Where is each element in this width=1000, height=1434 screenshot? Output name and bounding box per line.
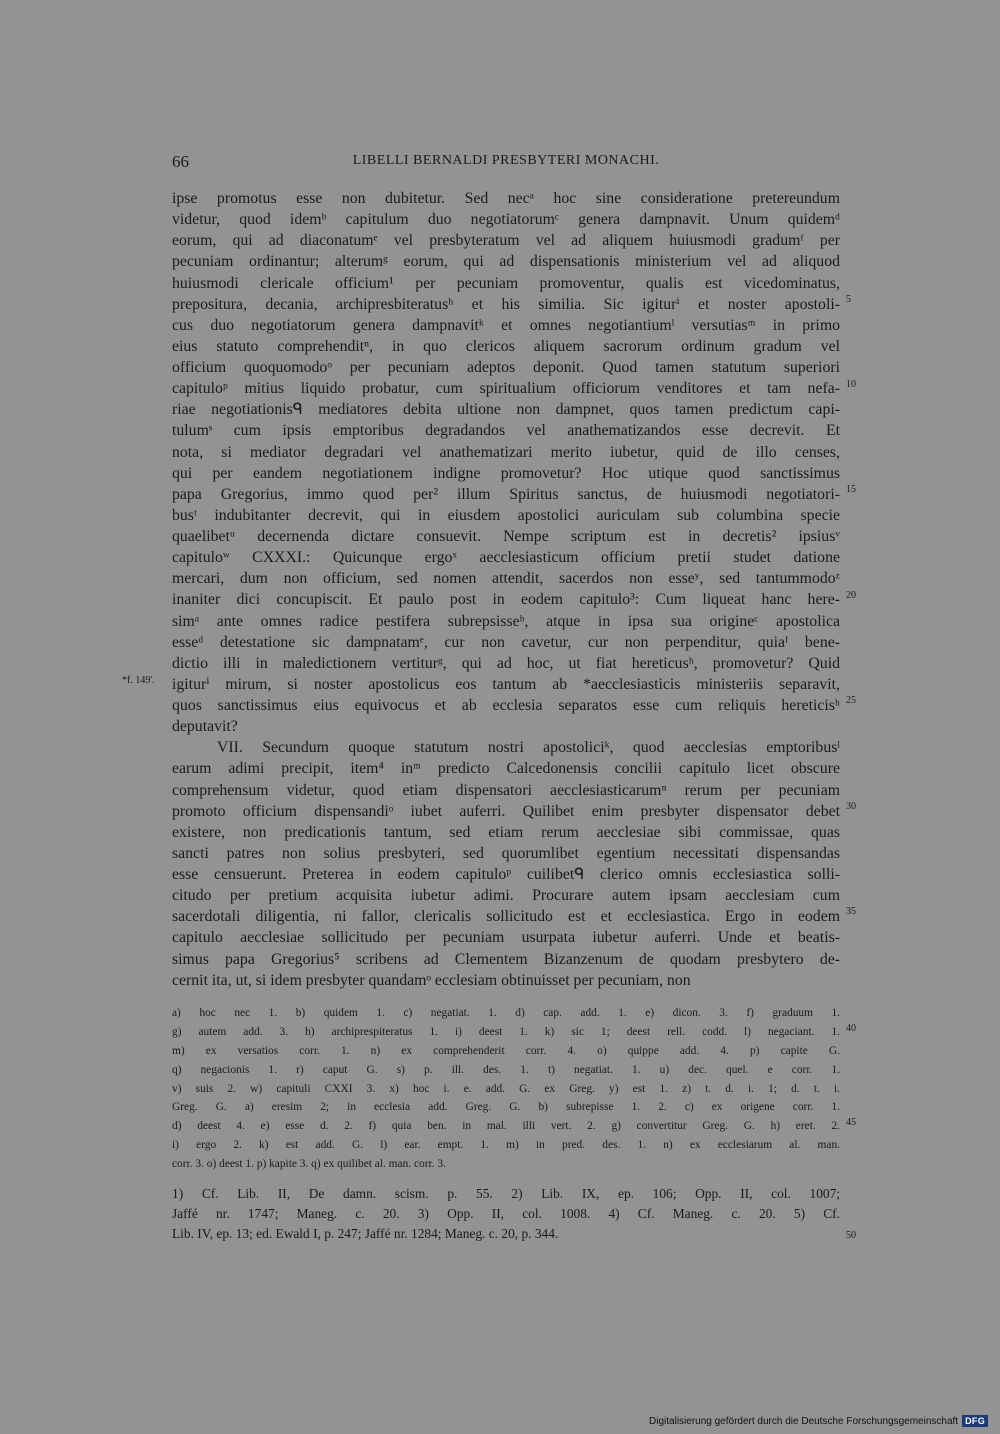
- text-line: sancti patres non solius presbyteri, sed quorumlibet egentium necessitati dispensandas: [172, 844, 840, 862]
- apparatus-line: m) ex versatios corr. 1. n) ex comprehenderit corr. 4. o) quippe add. 4. p) capite G.: [172, 1044, 840, 1057]
- text-line: earum adimi precipit, item⁴ inᵐ predicto Calcedonensis concilii capitulo licet obscure: [172, 760, 840, 778]
- text-line: capituloʷ CXXXI.: Quicunque ergoˣ aecclesiasticum officium pretii studet datione: [172, 549, 840, 567]
- text-line: videtur, quod idemᵇ capitulum duo negotiatorumᶜ genera dampnavit. Unum quidemᵈ: [172, 211, 840, 229]
- apparatus-line: d) deest 4. e) esse d. 2. f) quia ben. in mal. illi vert. 2. g) convertitur Greg. G. h) eret. 2.: [172, 1120, 840, 1133]
- text-line: igiturⁱ mirum, si noster apostolicus eos tantum ab *aecclesiasticis ministeriis separavit,: [172, 675, 840, 693]
- line-number: 45: [846, 1117, 856, 1128]
- text-line: simᵃ ante omnes radice pestifera subrepsisseᵇ, atque in ipsa sua origineᶜ apostolica: [172, 612, 840, 630]
- line-number: 15: [846, 484, 856, 495]
- reference-line: Jaffé nr. 1747; Maneg. c. 20. 3) Opp. II, col. 1008. 4) Cf. Maneg. c. 20. 5) Cf.: [172, 1206, 840, 1222]
- text-line: busᵗ indubitanter decrevit, qui in eiusdem apostolici auriculam sub columbina specie: [172, 506, 840, 524]
- text-line: nota, si mediator degradari vel anathematizari merito iubetur, quid de illo censes,: [172, 443, 840, 461]
- main-text: [172, 188, 840, 991]
- apparatus-line: i) ergo 2. k) est add. G. l) ear. empt. 1. m) in pred. des. 1. n) ex ecclesiarum al. man.: [172, 1139, 840, 1152]
- text-line: dictio illi in maledictionem vertiturᵍ, qui ad hoc, ut fiat hereticusʰ, promovetur? Quid: [172, 654, 840, 672]
- text-line: officium quoquomodoᵒ per pecuniam adeptos deponit. Quod tamen statutum superiori: [172, 359, 840, 376]
- line-number: 40: [846, 1023, 856, 1034]
- footer: [649, 1415, 988, 1427]
- reference-line: 1) Cf. Lib. II, De damn. scism. p. 55. 2) Lib. IX, ep. 106; Opp. II, col. 1007;: [172, 1186, 840, 1201]
- critical-apparatus: [172, 1004, 840, 1174]
- text-line: cus duo negotiatorum genera dampnavitᵏ et omnes negotiantiumˡ versutiasᵐ in primo: [172, 316, 840, 334]
- source-references: [172, 1184, 840, 1245]
- text-line: riae negotiationisᑫ mediatores debita ultione non dampnet, quos tamen predictum capi-: [172, 401, 840, 419]
- text-line: inaniter dici concupiscit. Et paulo post in eodem capitulo³: Cum liqueat hanc here-: [172, 591, 840, 609]
- line-number: 50: [846, 1230, 856, 1241]
- text-line: eorum, qui ad diaconatumᵉ vel presbyteratum vel ad aliquem huiusmodi gradumᶠ per: [172, 232, 840, 250]
- running-title: LIBELLI BERNALDI PRESBYTERI MONACHI.: [352, 153, 660, 168]
- line-number: 25: [846, 695, 856, 706]
- text-line: sacerdotali diligentia, ni fallor, clericalis sollicitudo est et ecclesiastica. Ergo in eodem: [172, 908, 840, 926]
- text-line: huiusmodi clericale officium¹ per pecuniam promoventur, qualis est vicedominatus,: [172, 274, 840, 292]
- text-line: tulumˢ cum ipsis emptoribus degradandos vel anathematizandos esse decrevit. Et: [172, 422, 840, 440]
- line-number: 20: [846, 590, 856, 601]
- page-header: [172, 152, 840, 176]
- reference-line: Lib. IV, ep. 13; ed. Ewald I, p. 247; Jaffé nr. 1284; Maneg. c. 20, p. 344.: [172, 1226, 559, 1242]
- text-line: capituloᵖ mitius liquido probatur, cum spiritualium officiorum venditores et tam nefa-: [172, 380, 840, 398]
- text-line: pecuniam ordinantur; alterumᵍ eorum, qui ad dispensationis ministerium vel ad aliquod: [172, 253, 840, 271]
- line-number: 10: [846, 379, 856, 390]
- text-line: comprehensum videtur, quod etiam dispensatori aecclesiasticarumⁿ rerum per pecuniam: [172, 781, 840, 799]
- text-line: quos sanctissimus eius equivocus et ab ecclesia separatos esse cum reliquis hereticisʰ: [172, 697, 840, 714]
- text-line: papa Gregorius, immo quod per² illum Spiritus sanctus, de huiusmodi negotiatori-: [172, 485, 840, 503]
- text-line: prepositura, decania, archipresbiteratusʰ et his similia. Sic igiturⁱ et noster apostoli-: [172, 295, 840, 313]
- apparatus-line: Greg. G. a) eresim 2; in ecclesia add. Greg. G. b) subrepisse 1. 2. c) ex origene corr. 1.: [172, 1101, 840, 1114]
- apparatus-line: v) suis 2. w) capituli CXXI 3. x) hoc i. e. add. G. ex Greg. y) est 1. z) t. d. i. 1; d. t. i.: [172, 1082, 840, 1095]
- text-line: esse censuerunt. Preterea in eodem capituloᵖ cuilibetᑫ clerico omnis ecclesiastica solli-: [172, 866, 840, 883]
- apparatus-line: a) hoc nec 1. b) quidem 1. c) negatiat. 1. d) cap. add. 1. e) dicon. 3. f) graduum 1.: [172, 1007, 840, 1019]
- text-line: eius statuto comprehenditⁿ, in quo clericos aliquem sacrorum ordinum gradum vel: [172, 337, 840, 355]
- text-line: deputavit?: [172, 718, 238, 736]
- text-line: quaelibetᵘ decernenda dictare consuevit. Nempe scriptum est in decretis² ipsiusᵛ: [172, 528, 840, 545]
- folio-side-note: *f. 149'.: [122, 675, 155, 686]
- line-number: 5: [846, 294, 851, 305]
- text-line: cernit ita, ut, si idem presbyter quandamᵒ ecclesiam obtinuisset per pecuniam, non: [172, 971, 691, 989]
- line-number: 35: [846, 906, 856, 917]
- text-line: qui per eandem negotiationem indigne promovetur? Hoc utique quod sanctissimus: [172, 464, 840, 482]
- page-number: 66: [172, 152, 189, 171]
- apparatus-line: corr. 3. o) deest 1. p) kapite 3. q) ex quilibet al. man. corr. 3.: [172, 1158, 446, 1171]
- text-line: VII. Secundum quoque statutum nostri apostoliciᵏ, quod aecclesias emptoribusˡ: [217, 739, 840, 757]
- text-line: existere, non predicationis tantum, sed etiam rerum aecclesiae sibi commissae, quas: [172, 823, 840, 841]
- apparatus-line: g) autem add. 3. h) archiprespiteratus 1. i) deest 1. k) sic 1; deest rell. codd. l) negaciant. 1.: [172, 1025, 840, 1038]
- dfg-logo: DFG: [962, 1415, 988, 1427]
- text-line: simus papa Gregorius⁵ scribens ad Clementem Bizanzenum de quodam presbytero de-: [172, 950, 840, 968]
- text-line: mercari, dum non officium, sed nomen attendit, sacerdos non esseʸ, sed tantummodoᶻ: [172, 570, 840, 588]
- text-line: ipse promotus esse non dubitetur. Sed necᵃ hoc sine consideratione pretereundum: [172, 190, 840, 207]
- text-line: citudo per pretium acquisita iubetur adimi. Procurare autem ipsam aecclesiam cum: [172, 887, 840, 905]
- footer-text: Digitalisierung gefördert durch die Deutsche Forschungsgemeinschaft: [649, 1415, 959, 1427]
- text-line: esseᵈ detestatione sic dampnatamᵉ, cur non cavetur, cur non perpenditur, quiaᶠ bene-: [172, 633, 840, 651]
- text-line: capitulo aecclesiae sollicitudo per pecuniam usurpata iubetur auferri. Unde et beatis-: [172, 929, 840, 947]
- apparatus-line: q) negacionis 1. r) caput G. s) p. ill. des. 1. t) negatiat. 1. u) dec. quel. e corr. 1.: [172, 1063, 840, 1076]
- text-line: promoto officium dispensandiᵒ iubet auferri. Quilibet enim presbyter dispensator debet: [172, 802, 840, 820]
- line-number: 30: [846, 801, 856, 812]
